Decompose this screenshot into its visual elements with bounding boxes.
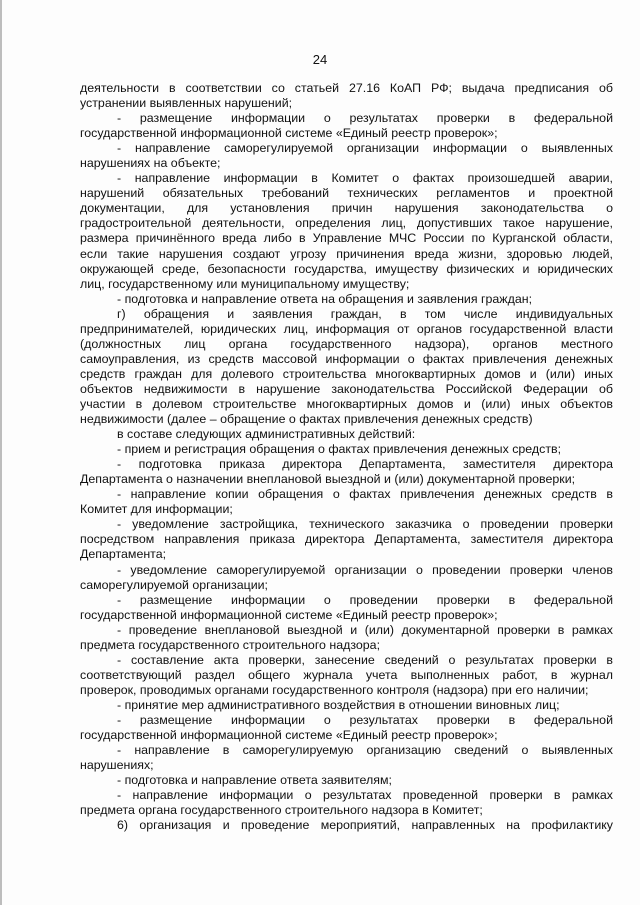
text-line: государственной информационной системе «Единый реестр проверок»;	[80, 607, 498, 622]
text-line: Комитет для информации;	[80, 502, 233, 517]
text-line: - подготовка приказа директора Департамента, заместителя директора	[117, 457, 613, 472]
text-line: государственной информационной системе «Единый реестр проверок»;	[80, 126, 498, 141]
text-line: - направление информации в Комитет о фактах произошедшей аварии,	[117, 171, 613, 186]
text-line: - размещение информации о результатах проверки в федеральной	[117, 111, 613, 126]
text-line: - подготовка и направление ответа заявителям;	[117, 773, 392, 788]
text-line: - проведение внеплановой выездной и (или) документарной проверки в рамках	[117, 622, 613, 637]
text-line: нарушениях;	[80, 758, 154, 773]
text-line: градостроительной деятельности, определения лиц, допустивших такое нарушение,	[80, 216, 613, 231]
text-line: документации, для установления причин нарушения законодательства о	[80, 201, 613, 216]
text-line: проверок, проводимых органами государственного контроля (надзора) при его наличии;	[80, 682, 589, 697]
text-line: саморегулируемой организации;	[80, 577, 268, 592]
text-line: недвижимости (далее – обращение о фактах привлечения денежных средств)	[80, 412, 533, 427]
text-line: в составе следующих административных действий:	[117, 427, 416, 442]
text-line: (должностных лиц органа государственного надзора), органов местного	[80, 336, 613, 351]
document-body	[80, 81, 613, 833]
text-line: г) обращения и заявления граждан, в том числе индивидуальных	[117, 306, 613, 321]
text-line: - размещение информации о результатах проверки в федеральной	[117, 712, 613, 727]
text-line: если такие нарушения создают угрозу причинения вреда жизни, здоровью людей,	[80, 246, 613, 261]
text-line: соответствующий раздел общего журнала учета выполненных работ, в журнал	[80, 667, 613, 682]
text-line: - направление информации о результатах проведенной проверки в рамках	[117, 788, 613, 803]
text-line: устранении выявленных нарушений;	[80, 96, 293, 111]
scan-edge	[0, 0, 2, 905]
text-line: предпринимателей, юридических лиц, информация от органов государственной власти	[80, 321, 613, 336]
text-line: посредством направления приказа директора Департамента, заместителя директора	[80, 532, 613, 547]
text-line: нарушениях на объекте;	[80, 156, 221, 171]
page-number: 24	[312, 52, 328, 67]
text-line: окружающей среде, безопасности государства, имуществу физических и юридических	[80, 261, 613, 276]
text-line: предмета органа государственного строительного надзора в Комитет;	[80, 803, 483, 818]
text-line: - уведомление саморегулируемой организации о проведении проверки членов	[117, 562, 613, 577]
text-line: - размещение информации о проведении проверки в федеральной	[117, 592, 613, 607]
text-line: - направление копии обращения о фактах привлечения денежных средств в	[117, 487, 613, 502]
text-line: Департамента;	[80, 547, 167, 562]
text-line: Департамента о назначении внеплановой выездной и (или) документарной проверки;	[80, 472, 576, 487]
text-line: государственной информационной системе «Единый реестр проверок»;	[80, 728, 498, 743]
text-line: участии в долевом строительстве многоквартирных домов и (или) иных объектов	[80, 396, 613, 411]
text-line: - уведомление застройщика, технического заказчика о проведении проверки	[117, 517, 613, 532]
text-line: - направление саморегулируемой организации информации о выявленных	[117, 141, 613, 156]
text-line: - прием и регистрация обращения о фактах привлечения денежных средств;	[117, 442, 562, 457]
text-line: - подготовка и направление ответа на обращения и заявления граждан;	[117, 291, 533, 306]
text-line: самоуправления, из средств массовой информации о фактах привлечения денежных	[80, 351, 613, 366]
text-line: деятельности в соответствии со статьей 27.16 КоАП РФ; выдача предписания об	[80, 81, 613, 95]
text-line: - направление в саморегулируемую организацию сведений о выявленных	[117, 743, 613, 758]
text-line: размера причинённого вреда либо в Управление МЧС России по Курганской области,	[80, 231, 613, 246]
text-line: - принятие мер административного воздействия в отношении виновных лиц;	[117, 697, 560, 712]
text-line: средств граждан для долевого строительства многоквартирных домов и (или) иных	[80, 366, 613, 381]
text-line: 6) организация и проведение мероприятий, направленных на профилактику	[117, 818, 613, 833]
text-line: нарушений обязательных требований технических регламентов и проектной	[80, 186, 613, 201]
text-line: лиц, государственному или муниципальному имуществу;	[80, 276, 410, 291]
text-line: объектов недвижимости в нарушение законодательства Российской Федерации об	[80, 381, 613, 396]
text-line: - составление акта проверки, занесение сведений о результатах проверки в	[117, 652, 613, 667]
text-line: предмета государственного строительного надзора;	[80, 637, 381, 652]
